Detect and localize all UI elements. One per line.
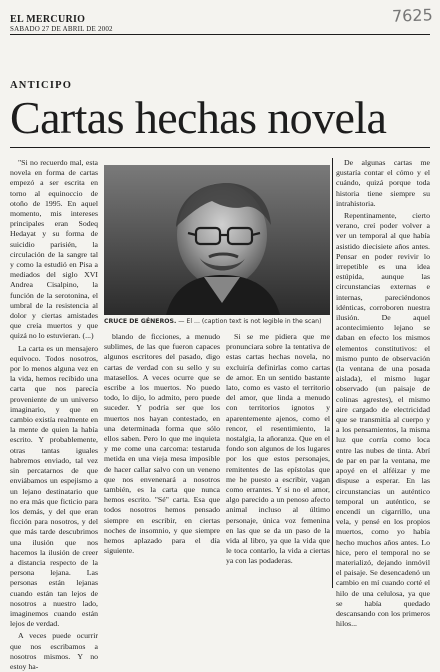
column-3 [226, 332, 330, 588]
paragraph: La carta es un mensajero equívoco. Todos nosotros, por lo menos alguna vez en la vida, hemos recibido una carta que nos parecía proveniente de un universo imaginario, y que en cambio existía realmente en la mente de quien la había escrito. Y probablemente, otras tantas iguales habremos enviado, tal vez sin percatarnos de que enviábamos un espejismo a un lejano destinatario que no era más que ficticio para los demás, y del que eran ficción para nosotros, y del que más tarde descubrimos una ilusión que nos hacemos la ilusión de creer a distancia respecto de la persona lejana. Las personas están lejanas cuando están tan lejos de nosotros a nuestro lado, imaginemos cuando están lejos de verdad. [10, 343, 98, 629]
caption-lead: CRUCE DE GÉNEROS. [104, 318, 177, 325]
column-divider [332, 158, 333, 588]
author-photo [104, 165, 330, 315]
paragraph: blando de ficciones, a menudo sublimes, de las que fueron capaces algunos escritores del pasado, digo cartas de verdad con su sello y su matasellos. A veces ocurre que se escribe a los muertos. No puedo todo, lo dijo, lo admito, pero puede suceder. Y podría ser que los muertos nos hayan contestado, en una determinada forma que sólo ellos saben. Pero lo que me inquieta y me come una carcoma: testaruda metida en una vieja mesa imposible de hacer callar salvo con un veneno que nos envenenará a nosotros también, es la carta que nunca hemos escrito. "Sé" carta. Esa que todos nosotros hemos pensado siempre en escribir, en ciertas noches de insomnio, y que siempre hemos aplazado para el día siguiente. [104, 332, 220, 556]
paragraph: "Si no recuerdo mal, esta novela en forma de cartas empezó a ser escrita en torno al equinoccio de otoño de 1995. En aquel momento, mis intereses principales eran Sodeq Hedayat y su forma de suicidio parisién, la circulación de la sangre tal y como la estudió en Pisa a mediados del siglo XVI Andrea Cisalpino, la función de la serotonina, el umbral de la resistencia al dolor y ciertas amistades que creía muertos y que quizá no lo estuvieran. (...) [10, 158, 98, 341]
headline: Cartas hechas novela [10, 92, 387, 143]
paragraph: De algunas cartas me gustaría contar el cómo y el cuándo, quizá porque toda historia tiene siempre su intrahistoria. [336, 158, 430, 208]
photo-caption [104, 318, 330, 326]
caption-text: — El ... (caption text is not legible in the scan) [178, 318, 322, 325]
author-portrait-illustration [104, 165, 330, 315]
column-2 [104, 332, 220, 588]
header-divider [10, 34, 430, 35]
paragraph: A veces puede ocurrir que nos escribamos a nosotros mismos. Y no estoy ha- [10, 631, 98, 671]
section-label: ANTICIPO [10, 80, 73, 91]
newspaper-masthead: EL MERCURIO [10, 14, 86, 25]
handwritten-note: 7625 [391, 5, 434, 26]
paragraph: Si se me pidiera que me pronunciara sobre la tentativa de estas cartas hechas novela, no excluiría definirlas como cartas de amor. En un sentido bastante lato, como es vasto el territorio del amor, que linda a menudo con territorios ignotos y aparentemente ajenos, como el rencor, el resentimiento, la nostalgia, la añoranza. Que en el fondo son algunos de los lugares por los que estos personajes, remitentes de las epístolas que me he puesto a escribir, vagan como errantes. Y si no el amor, algo parecido a un penoso afecto animal incluso al último personaje, única voz femenina en las que se da un paso de la vida al libro, ya que la vida que le toca contarlo, la vida a ciertas ya con las podaderas. [226, 332, 330, 566]
paragraph: Repentinamente, cierto verano, creí poder volver a ver un temporal al que había asistido diecisiete años antes. Pensar en poder revivir lo irrepetible es una idea estúpida, aunque las circunstancias externas e internas, pareciéndonos idénticas, corroboren nuestra ilusión. De aquel acontecimiento lejano se daban en efecto los mismos elementos constitutivos: el mismo punto de observación (la ventana de una posada aislada), el mismo lugar observado (un paisaje de colinas agrestes), el mismo aire cargado de electricidad que se transmitía al cuerpo y a los pensamientos, la misma luz que corría como loca entre las nubes de tinta. Abrí de par en par la ventana, me apoyé en el alféizar y me dispuse a esperar. En las circunstancias un auténtico temporal un auténtico, se encendí un cigarrillo, una vela, y pensé en los propios muertos, como yo había hecho muchos años antes. Lo hice, pero el temporal no se materializó, dejando inmóvil el paisaje. Se desencadenó un cambio en mí cuando corté el hilo de una celulosa, ya que se había quedado descansando con los primeros hilos... [336, 211, 430, 629]
issue-dateline: SABADO 27 DE ABRIL DE 2002 [10, 25, 113, 33]
column-1 [10, 158, 98, 671]
column-4 [336, 158, 430, 629]
headline-divider [10, 147, 430, 148]
